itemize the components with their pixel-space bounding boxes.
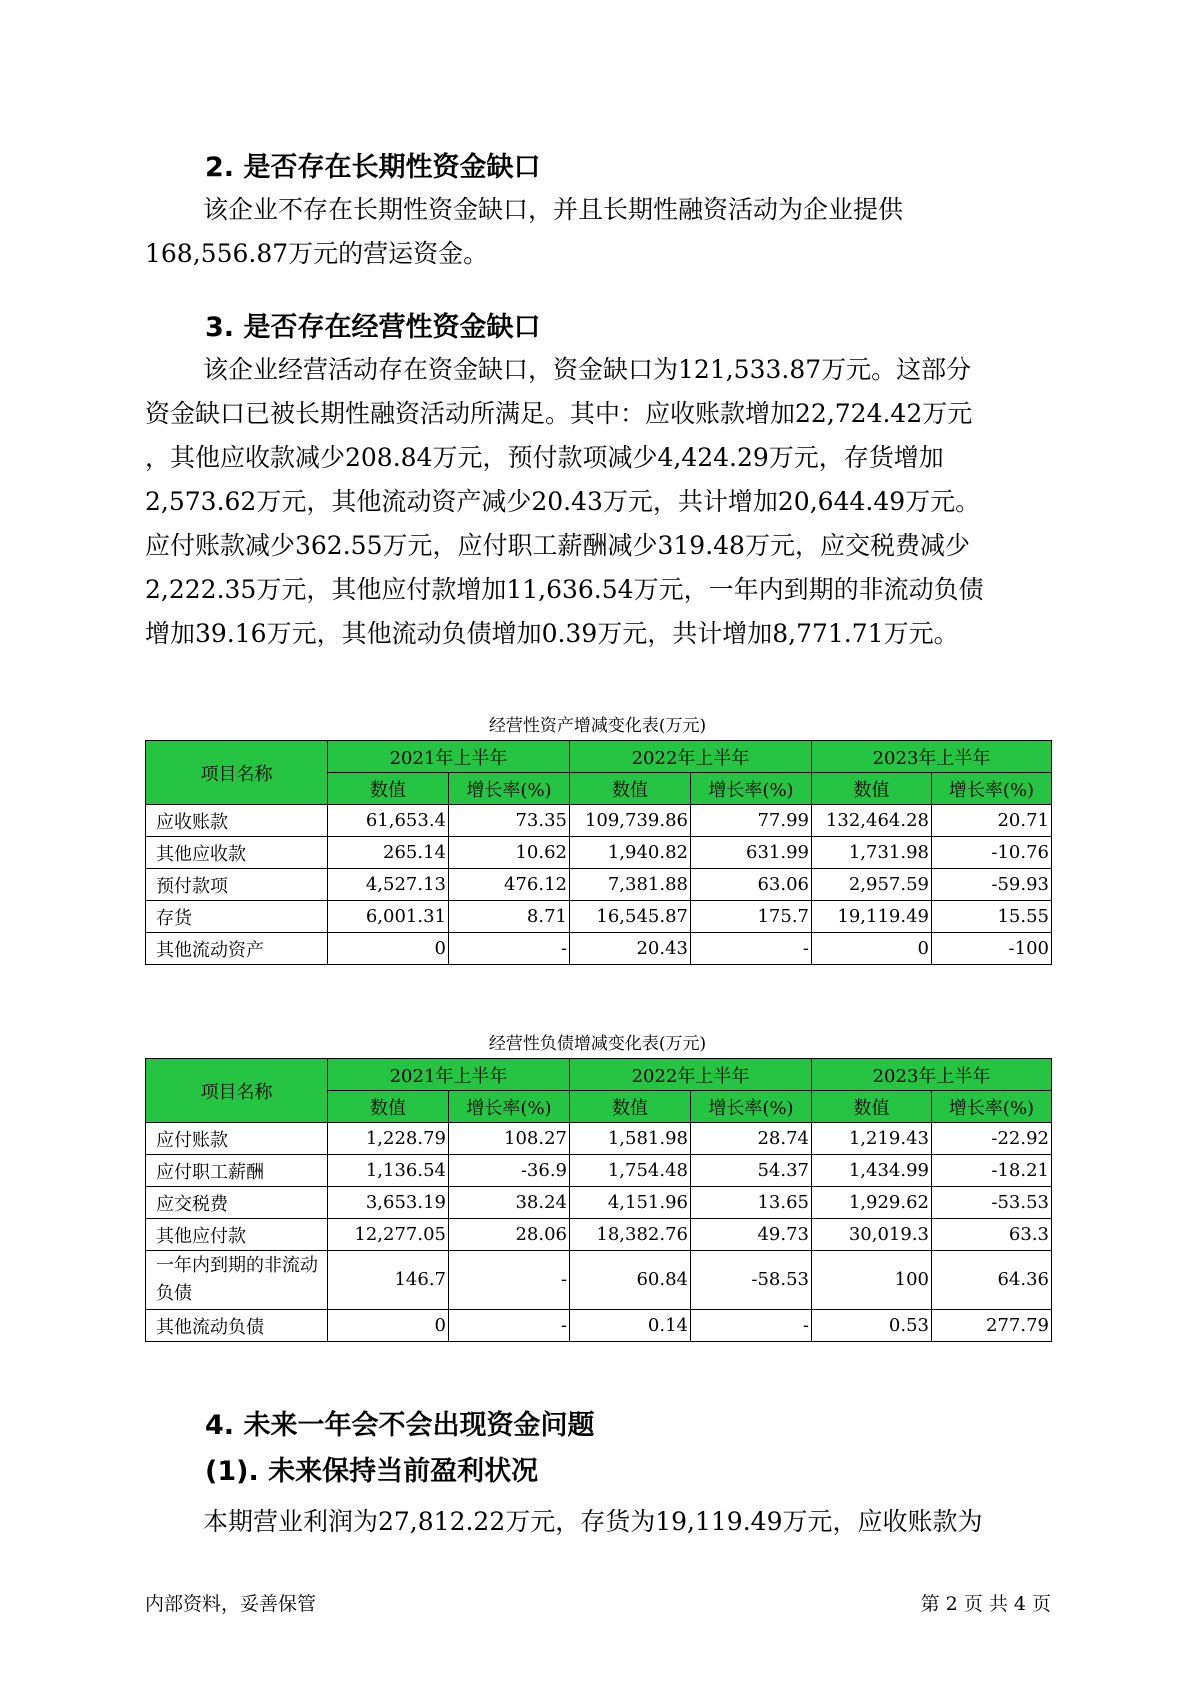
cell-value: 7,381.88 (570, 869, 691, 901)
cell-growth-rate: 10.62 (449, 837, 570, 869)
table-row (146, 1310, 1052, 1342)
header-growth-rate: 增长率(%) (449, 1091, 570, 1123)
section-4-heading: 4. 未来一年会不会出现资金问题 (205, 1410, 595, 1441)
cell-growth-rate: 277.79 (932, 1310, 1052, 1342)
header-value: 数值 (812, 773, 932, 805)
cell-value: 61,653.4 (328, 805, 449, 837)
header-period: 2021年上半年 (328, 741, 570, 773)
header-value: 数值 (570, 773, 691, 805)
cell-growth-rate: - (449, 1251, 570, 1310)
cell-value: 30,019.3 (812, 1219, 932, 1251)
cell-growth-rate: 49.73 (691, 1219, 812, 1251)
cell-growth-rate: - (691, 933, 812, 965)
paragraph-line: 2,222.35万元，其他应付款增加11,636.54万元，一年内到期的非流动负债 (145, 575, 984, 604)
cell-growth-rate: -22.92 (932, 1123, 1052, 1155)
header-growth-rate: 增长率(%) (449, 773, 570, 805)
table-row (146, 933, 1052, 965)
table-row (146, 1155, 1052, 1187)
cell-growth-rate: 63.3 (932, 1219, 1052, 1251)
row-name: 其他流动资产 (146, 933, 328, 965)
cell-value: 19,119.49 (812, 901, 932, 933)
cell-value: 1,929.62 (812, 1187, 932, 1219)
table-2-caption: 经营性负债增减变化表(万元) (488, 1034, 707, 1054)
header-period: 2023年上半年 (812, 741, 1052, 773)
cell-value: 0 (328, 933, 449, 965)
cell-value: 3,653.19 (328, 1187, 449, 1219)
section-3-heading: 3. 是否存在经营性资金缺口 (205, 312, 541, 343)
cell-value: 1,219.43 (812, 1123, 932, 1155)
cell-growth-rate: 54.37 (691, 1155, 812, 1187)
cell-growth-rate: 175.7 (691, 901, 812, 933)
cell-value: 1,581.98 (570, 1123, 691, 1155)
operating-assets-table (145, 740, 1052, 965)
cell-growth-rate: -10.76 (932, 837, 1052, 869)
header-growth-rate: 增长率(%) (932, 1091, 1052, 1123)
cell-growth-rate: 64.36 (932, 1251, 1052, 1310)
cell-value: 132,464.28 (812, 805, 932, 837)
row-name: 应交税费 (146, 1187, 328, 1219)
cell-value: 2,957.59 (812, 869, 932, 901)
cell-value: 60.84 (570, 1251, 691, 1310)
cell-growth-rate: 8.71 (449, 901, 570, 933)
cell-value: 0.14 (570, 1310, 691, 1342)
cell-growth-rate: 28.06 (449, 1219, 570, 1251)
cell-growth-rate: 13.65 (691, 1187, 812, 1219)
paragraph-line: 资金缺口已被长期性融资活动所满足。其中：应收账款增加22,724.42万元 (145, 399, 973, 428)
cell-value: 4,151.96 (570, 1187, 691, 1219)
cell-growth-rate: -36.9 (449, 1155, 570, 1187)
cell-value: 1,228.79 (328, 1123, 449, 1155)
header-growth-rate: 增长率(%) (932, 773, 1052, 805)
cell-value: 100 (812, 1251, 932, 1310)
header-item-name: 项目名称 (146, 741, 328, 805)
cell-value: 1,136.54 (328, 1155, 449, 1187)
cell-growth-rate: 73.35 (449, 805, 570, 837)
cell-growth-rate: 20.71 (932, 805, 1052, 837)
table-row (146, 805, 1052, 837)
header-growth-rate: 增长率(%) (691, 773, 812, 805)
cell-value: 20.43 (570, 933, 691, 965)
paragraph-line: ，其他应收款减少208.84万元，预付款项减少4,424.29万元，存货增加 (145, 443, 944, 472)
header-period: 2022年上半年 (570, 1059, 812, 1091)
cell-value: 146.7 (328, 1251, 449, 1310)
cell-growth-rate: -18.21 (932, 1155, 1052, 1187)
row-name: 其他流动负债 (146, 1310, 328, 1342)
header-item-name: 项目名称 (146, 1059, 328, 1123)
cell-growth-rate: 631.99 (691, 837, 812, 869)
paragraph-line: 2,573.62万元，其他流动资产减少20.43万元，共计增加20,644.49万元。 (145, 487, 981, 516)
cell-value: 265.14 (328, 837, 449, 869)
cell-growth-rate: - (449, 933, 570, 965)
cell-growth-rate: 28.74 (691, 1123, 812, 1155)
footer-page-number: 第 2 页 共 4 页 (920, 1593, 1051, 1615)
cell-value: 0 (812, 933, 932, 965)
row-name: 预付款项 (146, 869, 328, 901)
row-name: 应收账款 (146, 805, 328, 837)
section-4-paragraph (145, 1500, 1050, 1544)
table-row (146, 1251, 1052, 1310)
row-name: 一年内到期的非流动负债 (146, 1251, 328, 1310)
paragraph-line: 应付账款减少362.55万元，应付职工薪酬减少319.48万元，应交税费减少 (145, 531, 970, 560)
cell-value: 1,940.82 (570, 837, 691, 869)
cell-value: 12,277.05 (328, 1219, 449, 1251)
paragraph-line: 增加39.16万元，其他流动负债增加0.39万元，共计增加8,771.71万元。 (145, 619, 959, 648)
cell-growth-rate: 108.27 (449, 1123, 570, 1155)
cell-value: 6,001.31 (328, 901, 449, 933)
cell-value: 1,754.48 (570, 1155, 691, 1187)
table-row (146, 1123, 1052, 1155)
header-period: 2021年上半年 (328, 1059, 570, 1091)
cell-growth-rate: 77.99 (691, 805, 812, 837)
cell-value: 1,434.99 (812, 1155, 932, 1187)
table-row (146, 869, 1052, 901)
cell-growth-rate: 476.12 (449, 869, 570, 901)
section-3-paragraph (145, 348, 1050, 656)
paragraph-line: 该企业不存在长期性资金缺口，并且长期性融资活动为企业提供 (203, 195, 904, 224)
paragraph-line: 该企业经营活动存在资金缺口，资金缺口为121,533.87万元。这部分 (203, 355, 972, 384)
paragraph-line: 本期营业利润为27,812.22万元，存货为19,119.49万元，应收账款为 (203, 1507, 983, 1536)
cell-growth-rate: - (449, 1310, 570, 1342)
table-row (146, 901, 1052, 933)
cell-value: 16,545.87 (570, 901, 691, 933)
cell-growth-rate: 63.06 (691, 869, 812, 901)
cell-value: 0.53 (812, 1310, 932, 1342)
row-name: 其他应收款 (146, 837, 328, 869)
header-value: 数值 (570, 1091, 691, 1123)
header-value: 数值 (328, 1091, 449, 1123)
header-value: 数值 (812, 1091, 932, 1123)
header-growth-rate: 增长率(%) (691, 1091, 812, 1123)
row-name: 其他应付款 (146, 1219, 328, 1251)
row-name: 存货 (146, 901, 328, 933)
cell-growth-rate: - (691, 1310, 812, 1342)
footer-confidential-note: 内部资料，妥善保管 (145, 1593, 317, 1615)
paragraph-line: 168,556.87万元的营运资金。 (145, 239, 489, 268)
cell-growth-rate: -58.53 (691, 1251, 812, 1310)
cell-growth-rate: -100 (932, 933, 1052, 965)
header-period: 2023年上半年 (812, 1059, 1052, 1091)
table-1-caption: 经营性资产增减变化表(万元) (488, 716, 707, 736)
header-value: 数值 (328, 773, 449, 805)
operating-liabilities-table (145, 1058, 1052, 1342)
table-row (146, 837, 1052, 869)
header-period: 2022年上半年 (570, 741, 812, 773)
row-name: 应付账款 (146, 1123, 328, 1155)
cell-growth-rate: -53.53 (932, 1187, 1052, 1219)
cell-value: 0 (328, 1310, 449, 1342)
cell-value: 4,527.13 (328, 869, 449, 901)
table-row (146, 1187, 1052, 1219)
cell-growth-rate: 15.55 (932, 901, 1052, 933)
section-2-heading: 2. 是否存在长期性资金缺口 (205, 152, 541, 183)
table-row (146, 1219, 1052, 1251)
cell-value: 109,739.86 (570, 805, 691, 837)
row-name: 应付职工薪酬 (146, 1155, 328, 1187)
cell-growth-rate: 38.24 (449, 1187, 570, 1219)
section-2-paragraph (145, 188, 1050, 276)
cell-value: 18,382.76 (570, 1219, 691, 1251)
section-4-1-subheading: (1). 未来保持当前盈利状况 (205, 1456, 539, 1487)
cell-value: 1,731.98 (812, 837, 932, 869)
cell-growth-rate: -59.93 (932, 869, 1052, 901)
